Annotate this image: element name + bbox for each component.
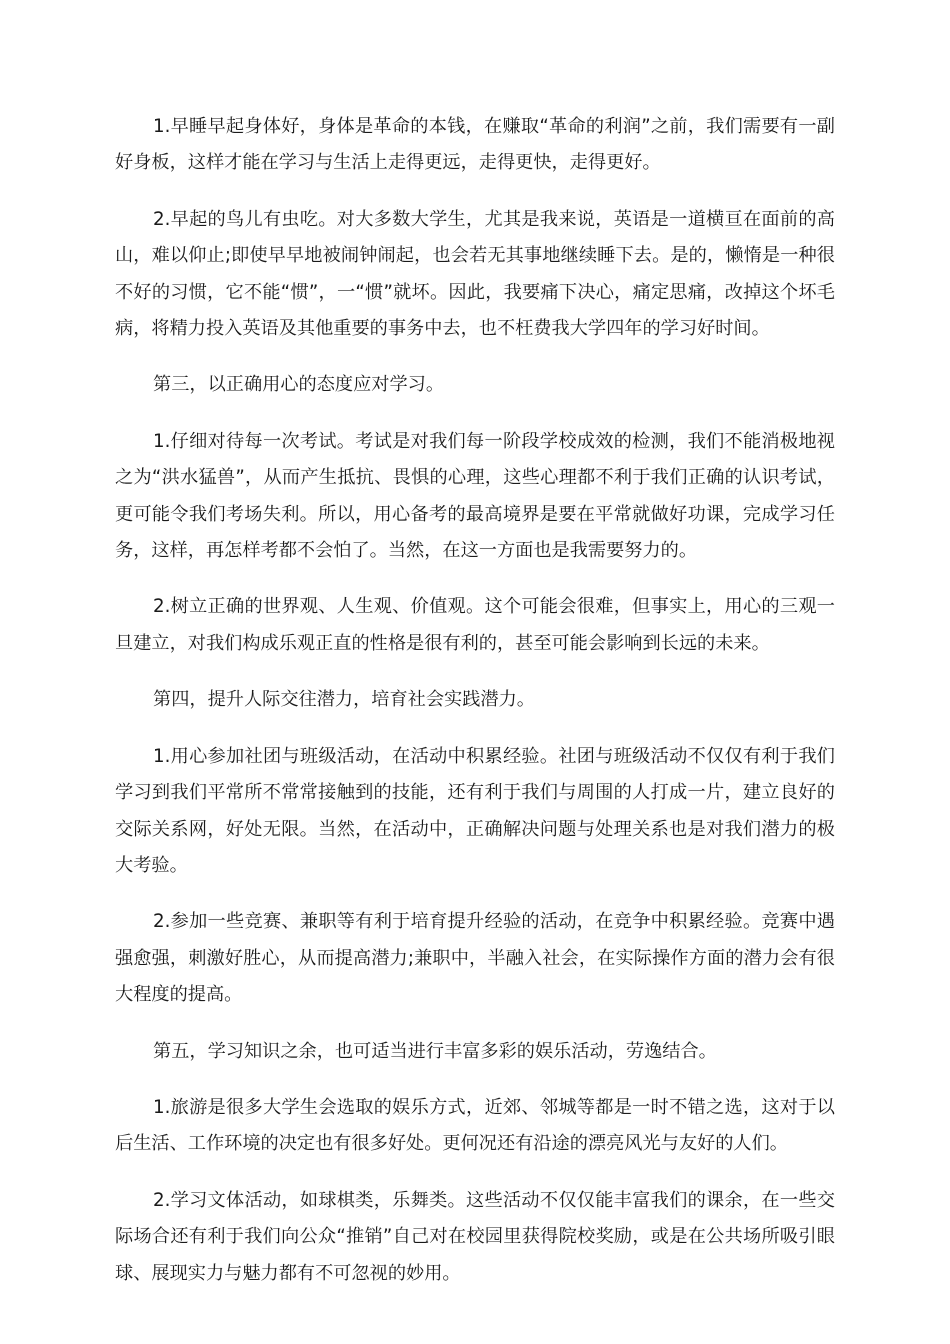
section-heading-fourth: 第四，提升人际交往潜力，培育社会实践潜力。 <box>153 689 535 711</box>
paragraph-early-bird: 2.早起的鸟儿有虫吃。对大多数大学生，尤其是我来说，英语是一道横亘在面前的高山，难以仰止;即使早早地被闹钟闹起，也会若无其事地继续睡下去。是的，懒惰是一种很不好的习惯，它不能“惯”，一“惯”就坏。因此，我要痛下决心，痛定思痛，改掉这个坏毛病，将精力投入英语及其他重要的事务中去，也不枉费我大学四年的学习好时间。 <box>115 208 835 340</box>
paragraph-worldview: 2.树立正确的世界观、人生观、价值观。这个可能会很难，但事实上，用心的三观一旦建立，对我们构成乐观正直的性格是很有利的，甚至可能会影响到长远的未来。 <box>115 596 835 654</box>
section-heading-third: 第三，以正确用心的态度应对学习。 <box>153 374 445 396</box>
paragraph-sleep-health: 1.早睡早起身体好，身体是革命的本钱，在赚取“革命的利润”之前，我们需要有一副好身板，这样才能在学习与生活上走得更远，走得更快，走得更好。 <box>115 116 835 174</box>
paragraph-exams: 1.仔细对待每一次考试。考试是对我们每一阶段学校成效的检测，我们不能消极地视之为“洪水猛兽”，从而产生抵抗、畏惧的心理，这些心理都不利于我们正确的认识考试，更可能令我们考场失利。所以，用心备考的最高境界是要在平常就做好功课，完成学习任务，这样，再怎样考都不会怕了。当然，在这一方面也是我需要努力的。 <box>115 430 835 562</box>
document-body <box>115 109 835 1312</box>
paragraph-arts-sports: 2.学习文体活动，如球棋类，乐舞类。这些活动不仅仅能丰富我们的课余，在一些交际场合还有利于我们向公众“推销”自己对在校园里获得院校奖励，或是在公共场所吸引眼球、展现实力与魅力都有不可忽视的妙用。 <box>115 1189 835 1284</box>
section-heading-fifth: 第五，学习知识之余，也可适当进行丰富多彩的娱乐活动，劳逸结合。 <box>153 1040 717 1062</box>
paragraph-travel: 1.旅游是很多大学生会选取的娱乐方式，近郊、邻城等都是一时不错之选，这对于以后生活、工作环境的决定也有很多好处。更何况还有沿途的漂亮风光与友好的人们。 <box>115 1096 835 1155</box>
paragraph-clubs: 1.用心参加社团与班级活动，在活动中积累经验。社团与班级活动不仅仅有利于我们学习到我们平常所不常常接触到的技能，还有利于我们与周围的人打成一片，建立良好的交际关系网，好处无限。当然，在活动中，正确解决问题与处理关系也是对我们潜力的极大考验。 <box>115 745 835 876</box>
paragraph-competitions: 2.参加一些竞赛、兼职等有利于培育提升经验的活动，在竞争中积累经验。竞赛中遇强愈强，刺激好胜心，从而提高潜力;兼职中，半融入社会，在实际操作方面的潜力会有很大程度的提高。 <box>115 911 835 1006</box>
